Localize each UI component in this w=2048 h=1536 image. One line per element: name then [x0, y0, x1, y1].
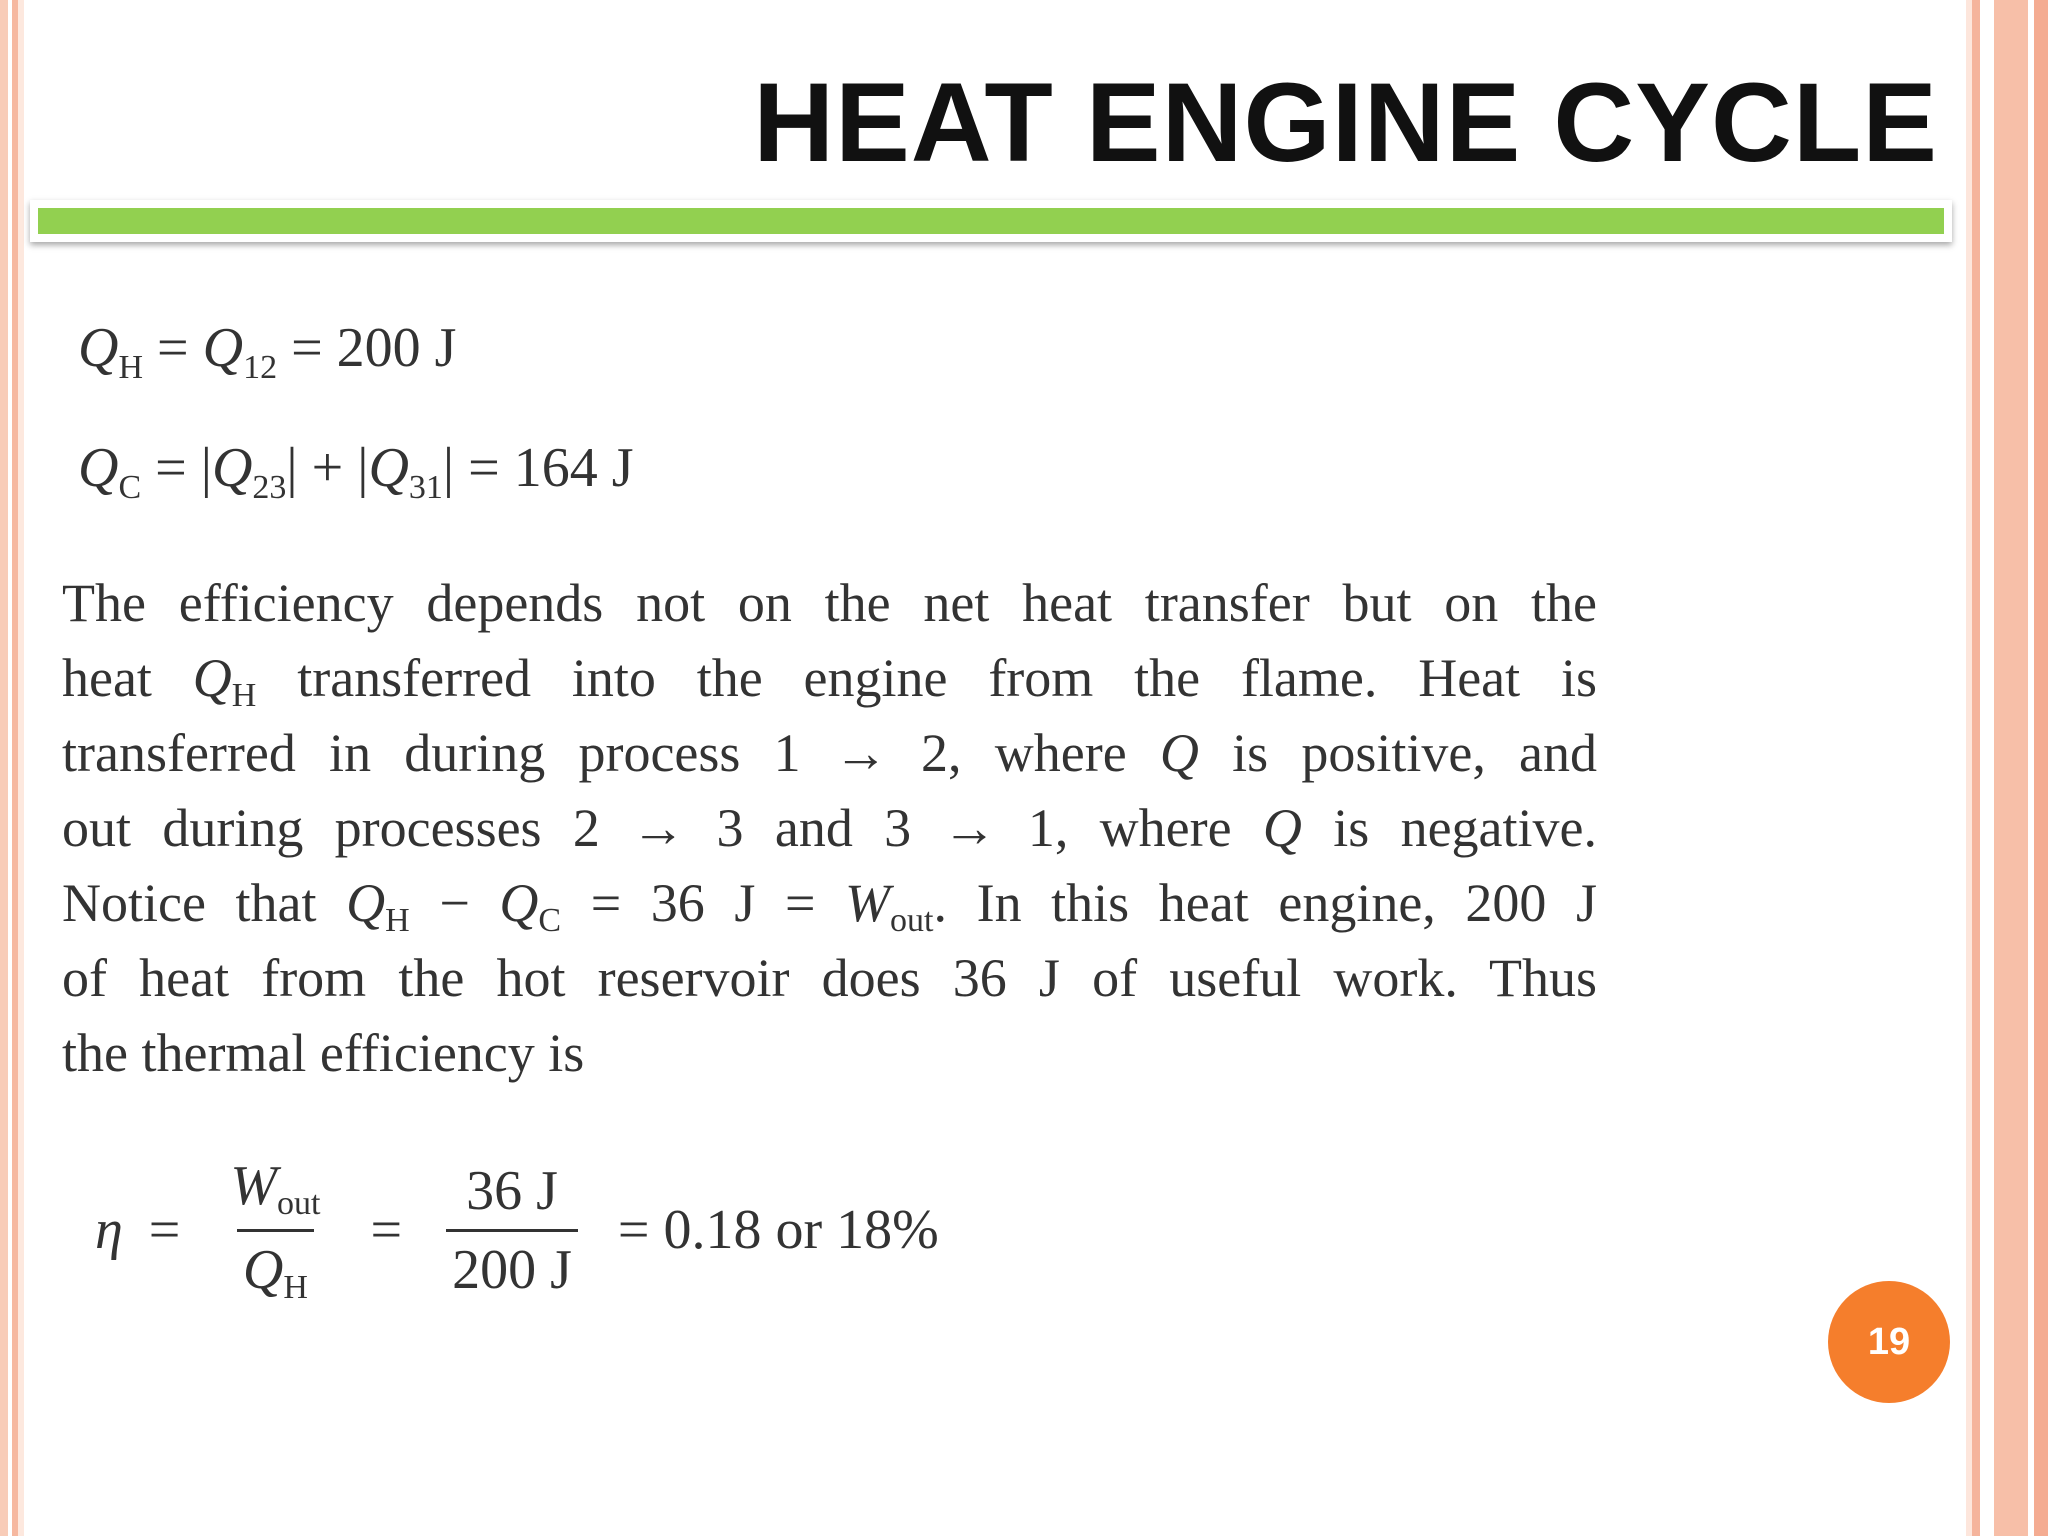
equals: = — [148, 1199, 181, 1261]
paragraph-line: transferred in during process 1 → 2, where Q is positive, and — [62, 723, 1598, 783]
paragraph-line: heat $Q_H$ transferred into the engine from the flame. Heat is — [62, 648, 1597, 714]
left-decorative-border — [0, 0, 24, 1536]
equation-qc: $Q_C = |Q_{23}| + |Q_{31}| = 164$ J — [78, 437, 634, 506]
fraction-values: $\frac{36 J}{200 J}$ — [446, 1159, 578, 1302]
title-underline-fill — [38, 208, 1944, 234]
paragraph-line: out during processes 2 → 3 and 3 → 1, where Q is negative. — [62, 798, 1597, 858]
symbol: Q — [368, 437, 409, 499]
paragraph-line: of heat from the hot reservoir does 36 J of useful work. Thus — [62, 948, 1597, 1008]
symbol: Q — [78, 437, 119, 499]
page-number-badge: 19 — [1828, 1281, 1950, 1403]
right-decorative-border — [1966, 0, 2048, 1536]
paragraph-line: The efficiency depends not on the net heat transfer but on the — [62, 573, 1597, 633]
equation-rhs: = 164 J — [468, 437, 634, 499]
subscript: 31 — [408, 469, 443, 506]
symbol: Q — [78, 317, 119, 379]
symbol: Q — [211, 437, 253, 499]
equals: = — [157, 317, 189, 379]
paragraph-line: Notice that $Q_H - Q_C = 36$ $J = W_{out}$. In this heat engine, 200 J — [62, 873, 1598, 939]
equation-qh — [78, 316, 456, 387]
subscript: H — [118, 349, 144, 386]
equation-rhs: = 200 J — [291, 317, 457, 379]
fraction-work-over-heat: $\frac{W_{out}}{Q_H}$ — [230, 1154, 321, 1306]
symbol: Q — [202, 317, 244, 379]
subscript: C — [118, 469, 142, 506]
plus: + — [311, 437, 344, 499]
slide-title: HEAT ENGINE CYCLE — [753, 60, 1938, 185]
efficiency-result: = 0.18 or 18% — [617, 1199, 939, 1261]
paragraph-line: the thermal efficiency is — [62, 1023, 585, 1083]
eta-symbol: η — [95, 1199, 123, 1261]
subscript: 23 — [252, 469, 287, 506]
efficiency-equation — [95, 1140, 939, 1320]
equals: = — [155, 437, 187, 499]
subscript: 12 — [243, 349, 278, 386]
title-underline-bar — [30, 200, 1952, 242]
explanation-paragraph — [62, 566, 1597, 1091]
equals: = — [370, 1199, 403, 1261]
